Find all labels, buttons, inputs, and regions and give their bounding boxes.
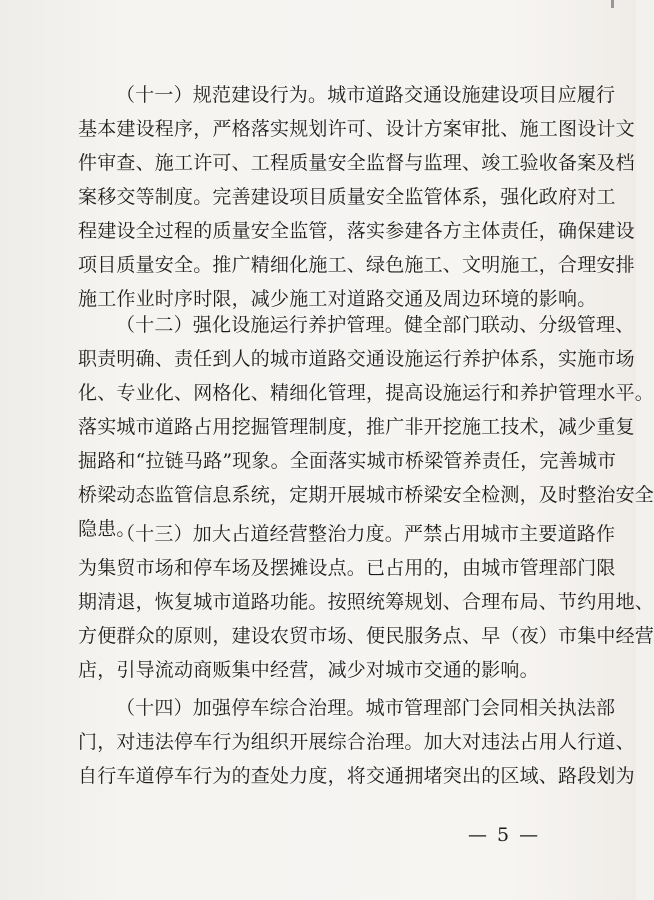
paragraph-line: 门，对违法停车行为组织开展综合治理。加大对违法占用人行道、: [78, 731, 635, 753]
paragraph-line: 案移交等制度。完善建设项目质量安全监管体系，强化政府对工: [78, 186, 616, 208]
paragraph-line: （十三）加大占道经营整治力度。严禁占用城市主要道路作: [116, 523, 616, 545]
paragraph-line: （十一）规范建设行为。城市道路交通设施建设项目应履行: [116, 84, 616, 106]
paragraph-line: 店，引导流动商贩集中经营，减少对城市交通的影响。: [78, 659, 539, 681]
paragraph-line: 掘路和“拉链马路”现象。全面落实城市桥梁管养责任，完善城市: [78, 450, 617, 472]
paragraph-line: 桥梁动态监管信息系统，定期开展城市桥梁安全检测，及时整治安全: [78, 484, 654, 506]
paragraph-line: （十二）强化设施运行养护管理。健全部门联动、分级管理、: [116, 314, 635, 336]
section-11-paragraph: [78, 78, 635, 316]
paragraph-line: 为集贸市场和停车场及摆摊设点。已占用的，由城市管理部门限: [78, 557, 616, 579]
paragraph-line: 化、专业化、网格化、精细化管理，提高设施运行和养护管理水平。: [78, 382, 654, 404]
section-12-paragraph: [78, 308, 654, 546]
paragraph-line: 施工作业时序时限，减少施工对道路交通及周边环境的影响。: [78, 288, 597, 310]
paragraph-line: 程建设全过程的质量安全监管，落实参建各方主体责任，确保建设: [78, 220, 635, 242]
section-13-paragraph: [78, 517, 654, 687]
paragraph-line: 基本建设程序，严格落实规划许可、设计方案审批、施工图设计文: [78, 118, 635, 140]
paragraph-line: 项目质量安全。推广精细化施工、绿色施工、文明施工，合理安排: [78, 254, 635, 276]
page-number: — 5 —: [468, 824, 541, 846]
paragraph-line: 自行车道停车行为的查处力度，将交通拥堵突出的区域、路段划为: [78, 765, 635, 787]
scan-edge-mark: [611, 0, 614, 8]
paragraph-line: （十四）加强停车综合治理。城市管理部门会同相关执法部: [116, 697, 616, 719]
paragraph-line: 方便群众的原则，建设农贸市场、便民服务点、早（夜）市集中经营: [78, 625, 654, 647]
paragraph-line: 隐患。: [78, 518, 136, 540]
section-14-paragraph: [78, 691, 635, 793]
paragraph-line: 落实城市道路占用挖掘管理制度，推广非开挖施工技术，减少重复: [78, 416, 635, 438]
paragraph-line: 件审查、施工许可、工程质量安全监督与监理、竣工验收备案及档: [78, 152, 635, 174]
paragraph-line: 职责明确、责任到人的城市道路交通设施运行养护体系，实施市场: [78, 348, 635, 370]
paragraph-line: 期清退，恢复城市道路功能。按照统筹规划、合理布局、节约用地、: [78, 591, 654, 613]
